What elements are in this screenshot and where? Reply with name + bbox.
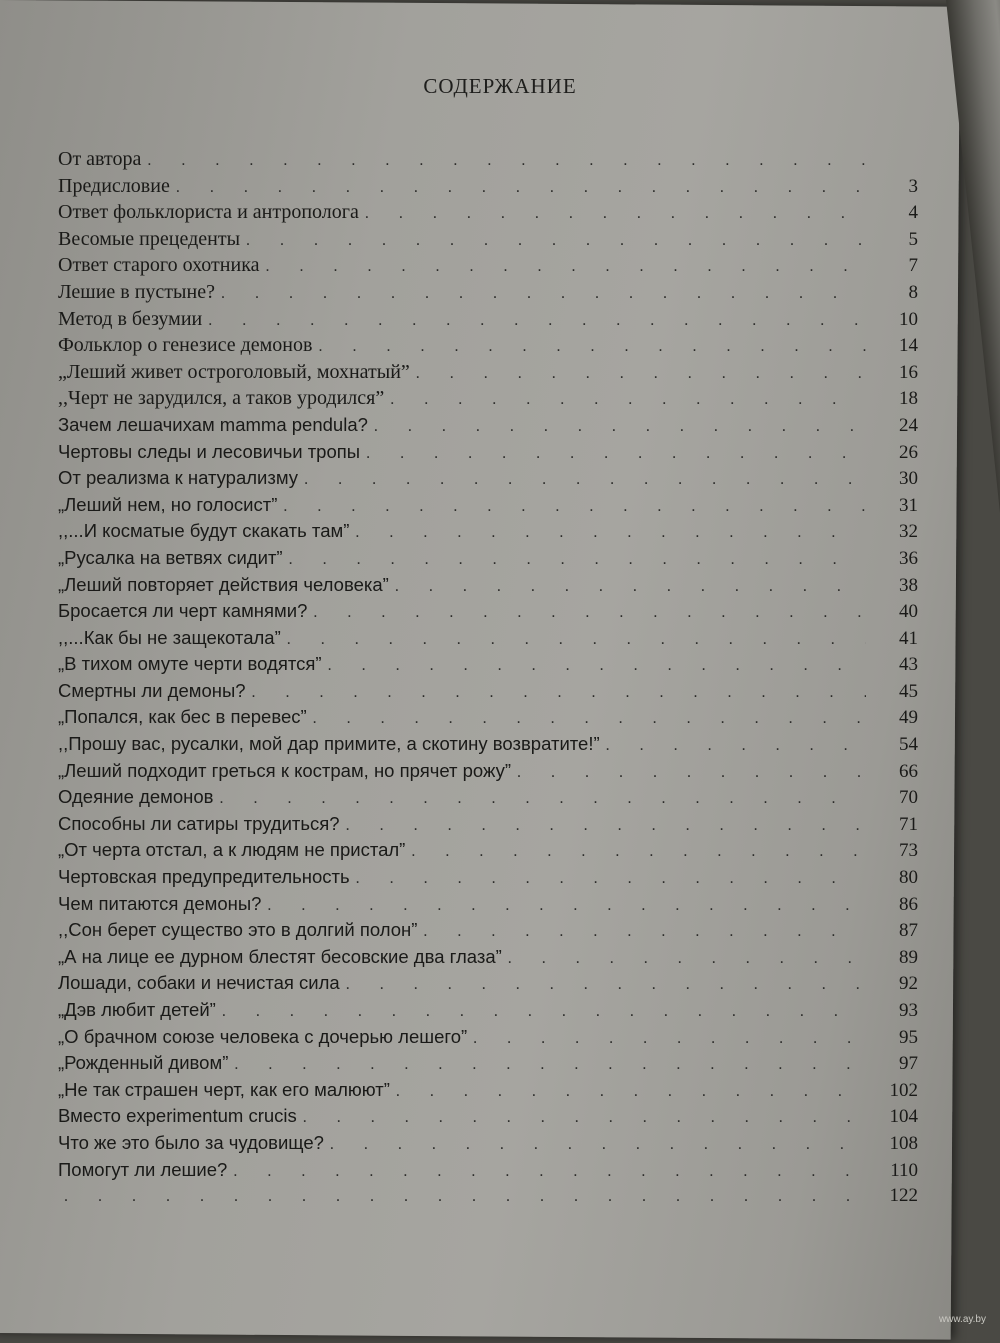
leader-dots (313, 604, 866, 622)
toc-entry-title: Способны ли сатиры трудиться? (58, 812, 340, 834)
toc-entry-page: 73 (899, 840, 918, 862)
toc-entry (58, 1026, 918, 1053)
toc-entry (58, 547, 918, 574)
leader-dots (287, 631, 866, 649)
toc-entry (58, 653, 918, 680)
leader-dots (221, 285, 866, 303)
leader-dots (234, 1056, 866, 1074)
toc-entry-title: „Леший повторяет действия человека” (58, 573, 389, 595)
leader-dots (396, 1083, 866, 1101)
toc-entry (58, 627, 918, 654)
toc-entry-title: „А на лице ее дурном блестят бесовские два глаза” (58, 945, 502, 967)
leader-dots (265, 258, 866, 276)
leader-dots (390, 391, 866, 409)
toc-entry (58, 866, 918, 893)
toc-entry (58, 1159, 918, 1186)
toc-entry-title: Ответ старого охотника (58, 254, 260, 277)
toc-entry-page: 26 (899, 441, 918, 463)
leader-dots (208, 312, 866, 330)
toc-entry-title: ,,Прошу вас, русалки, мой дар примите, а скотину возвратите!” (58, 733, 600, 755)
leader-dots (346, 817, 866, 835)
toc-entry (58, 1079, 918, 1106)
leader-dots (374, 418, 866, 436)
toc-entry-title: Что же это было за чудовище? (58, 1131, 324, 1153)
toc-entry-page: 95 (899, 1026, 918, 1048)
toc-entry-title: Одеяние демонов (58, 786, 214, 808)
toc-entry-page: 8 (908, 281, 918, 303)
leader-dots (246, 232, 866, 250)
leader-dots (423, 923, 866, 941)
table-of-contents (58, 148, 918, 1212)
toc-entry-page: 24 (899, 414, 918, 436)
toc-entry-page: 36 (899, 547, 918, 569)
toc-entry-title: Весомые прецеденты (58, 227, 241, 250)
toc-entry-title: Помогут ли лешие? (58, 1158, 228, 1180)
toc-entry (58, 786, 918, 813)
toc-entry-page: 66 (899, 760, 918, 782)
toc-entry-page: 71 (899, 813, 918, 835)
toc-entry (58, 972, 918, 999)
toc-entry-page: 70 (899, 787, 918, 809)
toc-entry (58, 1052, 918, 1079)
leader-dots (346, 976, 866, 994)
leader-dots (606, 737, 866, 755)
toc-entry (58, 839, 918, 866)
leader-dots (303, 1109, 866, 1127)
toc-entry (58, 441, 918, 468)
toc-entry (58, 600, 918, 627)
leader-dots (222, 1003, 866, 1021)
toc-entry-page: 49 (899, 707, 918, 729)
toc-entry-title: „Леший живет остроголовый, мохнатый” (58, 360, 410, 383)
toc-entry-page: 87 (899, 920, 918, 942)
toc-entry (58, 1132, 918, 1159)
toc-entry-title: Лошади, собаки и нечистая сила (58, 972, 340, 994)
leader-dots (289, 551, 866, 569)
toc-entry-page: 41 (899, 627, 918, 649)
leader-dots (416, 365, 866, 383)
toc-entry (58, 467, 918, 494)
leader-dots (147, 152, 866, 170)
toc-entry-page: 31 (899, 494, 918, 516)
toc-entry-page: 4 (908, 202, 918, 224)
toc-entry-title: „Не так страшен черт, как его малюют” (58, 1078, 390, 1100)
toc-entry (58, 414, 918, 441)
leader-dots (356, 870, 866, 888)
toc-entry-title: „Русалка на ветвях сидит” (58, 546, 283, 568)
toc-entry (58, 175, 918, 202)
leader-dots (233, 1163, 866, 1181)
toc-entry-page: 14 (899, 335, 918, 357)
toc-entry-page: 86 (899, 893, 918, 915)
toc-entry-title: „Рожденный дивом” (58, 1052, 229, 1074)
toc-entry-page: 18 (899, 388, 918, 410)
toc-entry-title: Предисловие (58, 174, 170, 197)
toc-entry-page: 5 (908, 228, 918, 250)
toc-entry-title: „Попался, как бес в перевес” (58, 706, 307, 728)
toc-entry-page: 54 (899, 734, 918, 756)
toc-entry-page: 45 (899, 680, 918, 702)
toc-entry (58, 148, 918, 175)
leader-dots (411, 843, 866, 861)
toc-entry (58, 946, 918, 973)
toc-entry-page: 16 (899, 361, 918, 383)
toc-entry-title: ,,...Как бы не защекотала” (58, 626, 281, 648)
leader-dots (365, 205, 866, 223)
toc-entry-page: 93 (899, 1000, 918, 1021)
toc-entry-page: 38 (899, 574, 918, 596)
toc-entry-page: 30 (899, 468, 918, 490)
toc-entry (58, 680, 918, 707)
leader-dots (313, 710, 866, 728)
toc-entry (58, 1185, 918, 1212)
toc-entry (58, 1105, 918, 1132)
toc-entry-title: Чем питаются демоны? (58, 892, 262, 914)
toc-entry-title: ,,...И косматые будут скакать там” (58, 520, 350, 542)
toc-entry-page: 80 (899, 867, 918, 889)
leader-dots (328, 657, 866, 675)
toc-entry-title: „В тихом омуте черти водятся” (58, 653, 322, 675)
toc-entry (58, 308, 918, 335)
toc-entry (58, 254, 918, 281)
site-watermark: www.ay.by (938, 1314, 986, 1325)
toc-entry (58, 520, 918, 547)
leader-dots (176, 179, 866, 197)
leader-dots (318, 338, 866, 356)
toc-entry-page: 108 (889, 1132, 918, 1154)
leader-dots (395, 578, 866, 596)
toc-entry (58, 228, 918, 255)
toc-entry (58, 760, 918, 787)
toc-entry-title: Смертны ли демоны? (58, 679, 246, 701)
leader-dots (283, 498, 866, 516)
toc-entry (58, 387, 918, 414)
toc-entry-title: „Леший нем, но голосист” (58, 493, 278, 515)
toc-entry-title: „О брачном союзе человека с дочерью лешего” (58, 1025, 468, 1047)
toc-entry-page: 7 (908, 255, 918, 277)
toc-entry (58, 999, 918, 1026)
toc-entry (58, 281, 918, 308)
toc-entry-title: „От черта отстал, а к людям не пристал” (58, 839, 406, 861)
toc-entry (58, 919, 918, 946)
toc-entry (58, 574, 918, 601)
toc-entry-page: 92 (899, 973, 918, 995)
toc-entry (58, 733, 918, 760)
toc-entry-title: ,,Черт не зарудился, а таков уродился” (58, 387, 385, 410)
toc-entry-title: Фольклор о генезисе демонов (58, 334, 313, 357)
toc-entry-title: Метод в безумии (58, 307, 203, 330)
toc-entry-page: 10 (899, 308, 918, 330)
leader-dots (355, 524, 866, 542)
toc-entry (58, 334, 918, 361)
leader-dots (304, 471, 866, 489)
toc-entry-title: ,,Сон берет существо это в долгий полон” (58, 919, 418, 941)
toc-entry-page: 3 (908, 175, 918, 197)
toc-entry (58, 361, 918, 388)
leader-dots (366, 445, 866, 463)
toc-entry-title: Чертовская предупредительность (58, 866, 350, 888)
toc-entry-page: 89 (899, 946, 918, 968)
toc-entry-page: 122 (889, 1185, 918, 1207)
toc-entry-title: „Леший подходит греться к кострам, но прячет рожу” (58, 759, 512, 781)
toc-entry-title: „Дэв любит детей” (58, 999, 216, 1020)
leader-dots (220, 790, 867, 808)
toc-entry-title: Ответ фольклориста и антрополога (58, 201, 359, 224)
toc-entry (58, 813, 918, 840)
toc-entry-page: 32 (899, 521, 918, 543)
leader-dots (330, 1136, 866, 1154)
toc-entry-title: Чертовы следы и лесовичьи тропы (58, 440, 361, 462)
toc-entry-title: Бросается ли черт камнями? (58, 600, 308, 622)
toc-entry-page: 43 (899, 654, 918, 676)
leader-dots (252, 684, 866, 702)
leader-dots (267, 897, 866, 915)
toc-entry (58, 201, 918, 228)
toc-entry-page: 102 (889, 1079, 918, 1101)
toc-entry-title: Лешие в пустыне? (58, 280, 215, 303)
leader-dots (473, 1030, 866, 1048)
toc-entry-page: 97 (899, 1053, 918, 1075)
toc-entry-page: 104 (889, 1106, 918, 1128)
leader-dots (64, 1188, 866, 1206)
toc-entry (58, 706, 918, 733)
toc-entry-title: Зачем лешачихам mamma pendula? (58, 413, 368, 435)
toc-entry-page: 110 (890, 1159, 918, 1181)
toc-entry-title: Вместо experimentum crucis (58, 1105, 297, 1127)
contents-heading: СОДЕРЖАНИЕ (423, 74, 577, 98)
toc-entry-title: От автора (58, 148, 142, 170)
toc-entry-page: 40 (899, 601, 918, 623)
toc-entry (58, 494, 918, 521)
leader-dots (517, 764, 866, 782)
leader-dots (508, 950, 866, 968)
toc-entry (58, 893, 918, 920)
toc-entry-title: От реализма к натурализму (58, 467, 299, 489)
